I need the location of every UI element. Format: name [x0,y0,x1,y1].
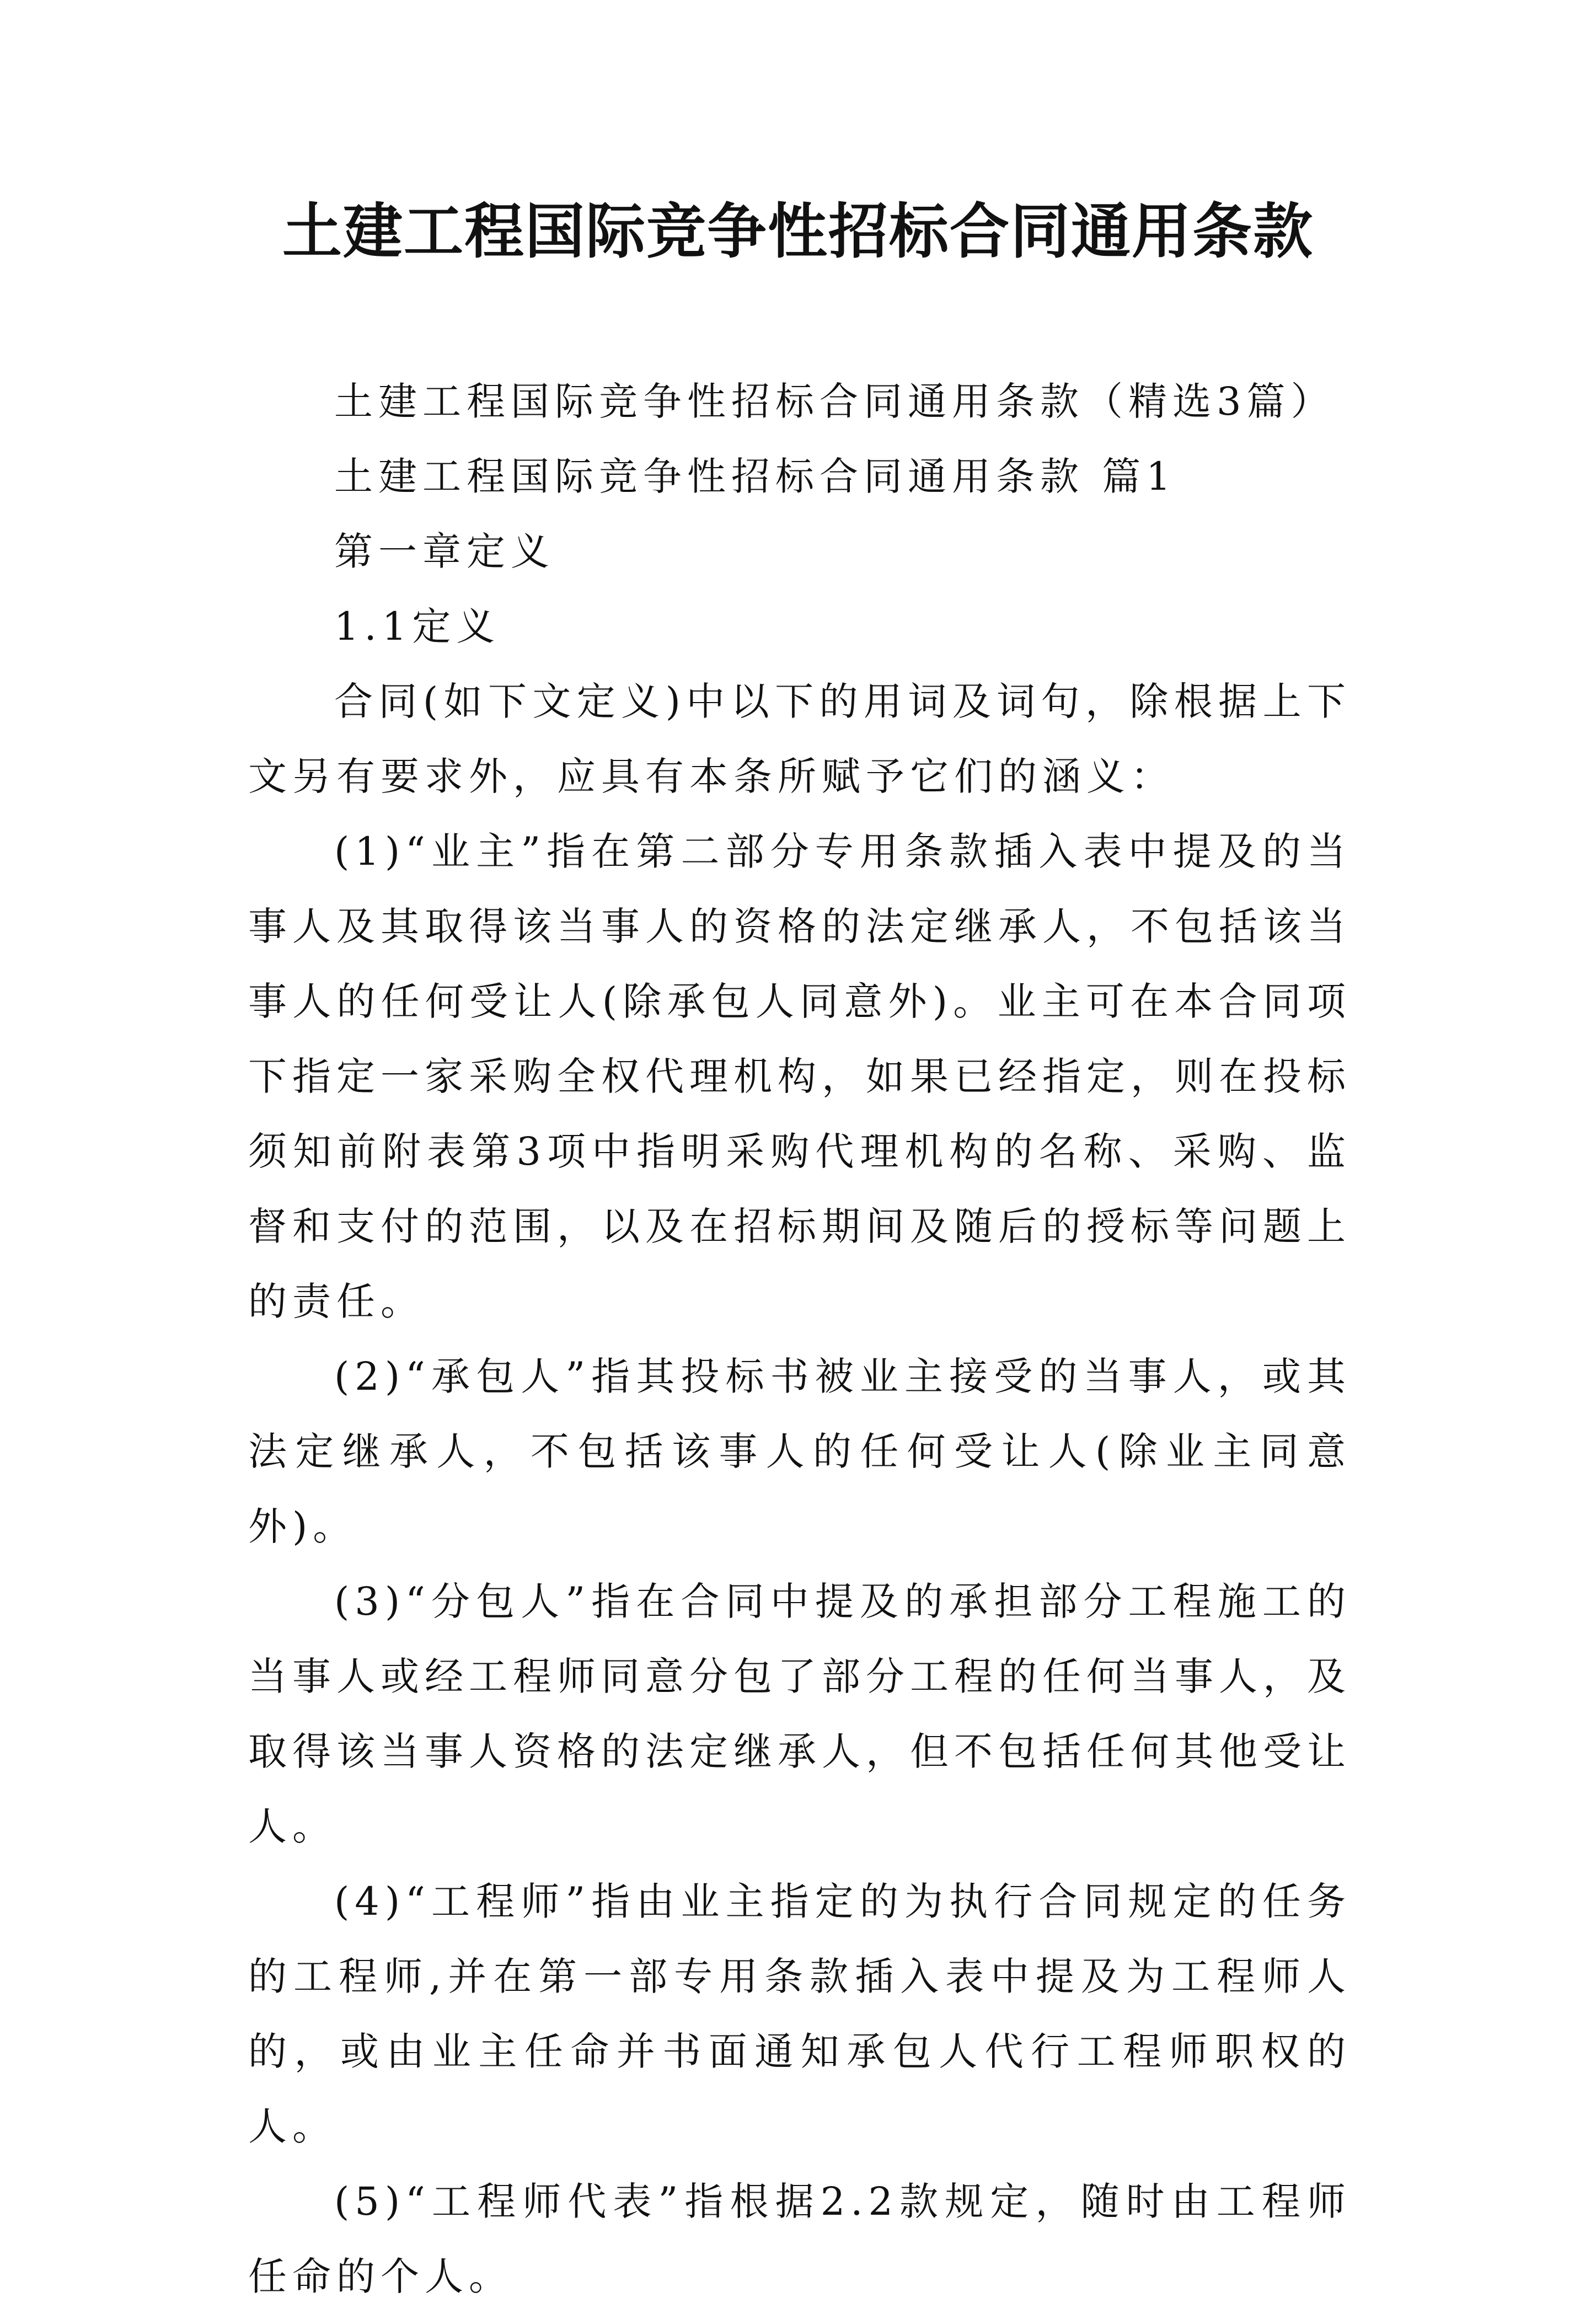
paragraph-intro: 合同(如下文定义)中以下的用词及词句，除根据上下文另有要求外，应具有本条所赋予它们的涵义： [248,679,1351,799]
document-body [248,364,1351,2314]
document-title: 土建工程国际竞争性招标合同通用条款 [282,197,1314,266]
paragraph-part-heading: 土建工程国际竞争性招标合同通用条款 篇1 [334,454,1176,499]
paragraph-clause-2: (2)“承包人”指其投标书被业主接受的当事人，或其法定继承人，不包括该事人的任何受让人(除业主同意外)。 [248,1354,1351,1549]
paragraph-section-heading: 1.1定义 [334,604,501,649]
paragraph-subtitle-selected: 土建工程国际竞争性招标合同通用条款（精选3篇） [334,379,1335,424]
paragraph-clause-4: (4)“工程师”指由业主指定的为执行合同规定的任务的工程师,并在第一部专用条款插入表中提及为工程师人的，或由业主任命并书面通知承包人代行工程师职权的人。 [248,1879,1351,2149]
paragraph-clause-5: (5)“工程师代表”指根据2.2款规定，随时由工程师任命的个人。 [248,2179,1351,2299]
paragraph-clause-1: (1)“业主”指在第二部分专用条款插入表中提及的当事人及其取得该当事人的资格的法定继承人，不包括该当事人的任何受让人(除承包人同意外)。业主可在本合同项下指定一家采购全权代理机构，如果已经指定，则在投标须知前附表第3项中指明采购代理机构的名称、采购、监督和支付的范围，以及在招标期间及随后的授标等问题上的责任。 [248,829,1351,1324]
paragraph-clause-3: (3)“分包人”指在合同中提及的承担部分工程施工的当事人或经工程师同意分包了部分工程的任何当事人，及取得该当事人资格的法定继承人，但不包括任何其他受让人。 [248,1579,1351,1849]
paragraph-chapter-heading: 第一章定义 [334,529,555,574]
